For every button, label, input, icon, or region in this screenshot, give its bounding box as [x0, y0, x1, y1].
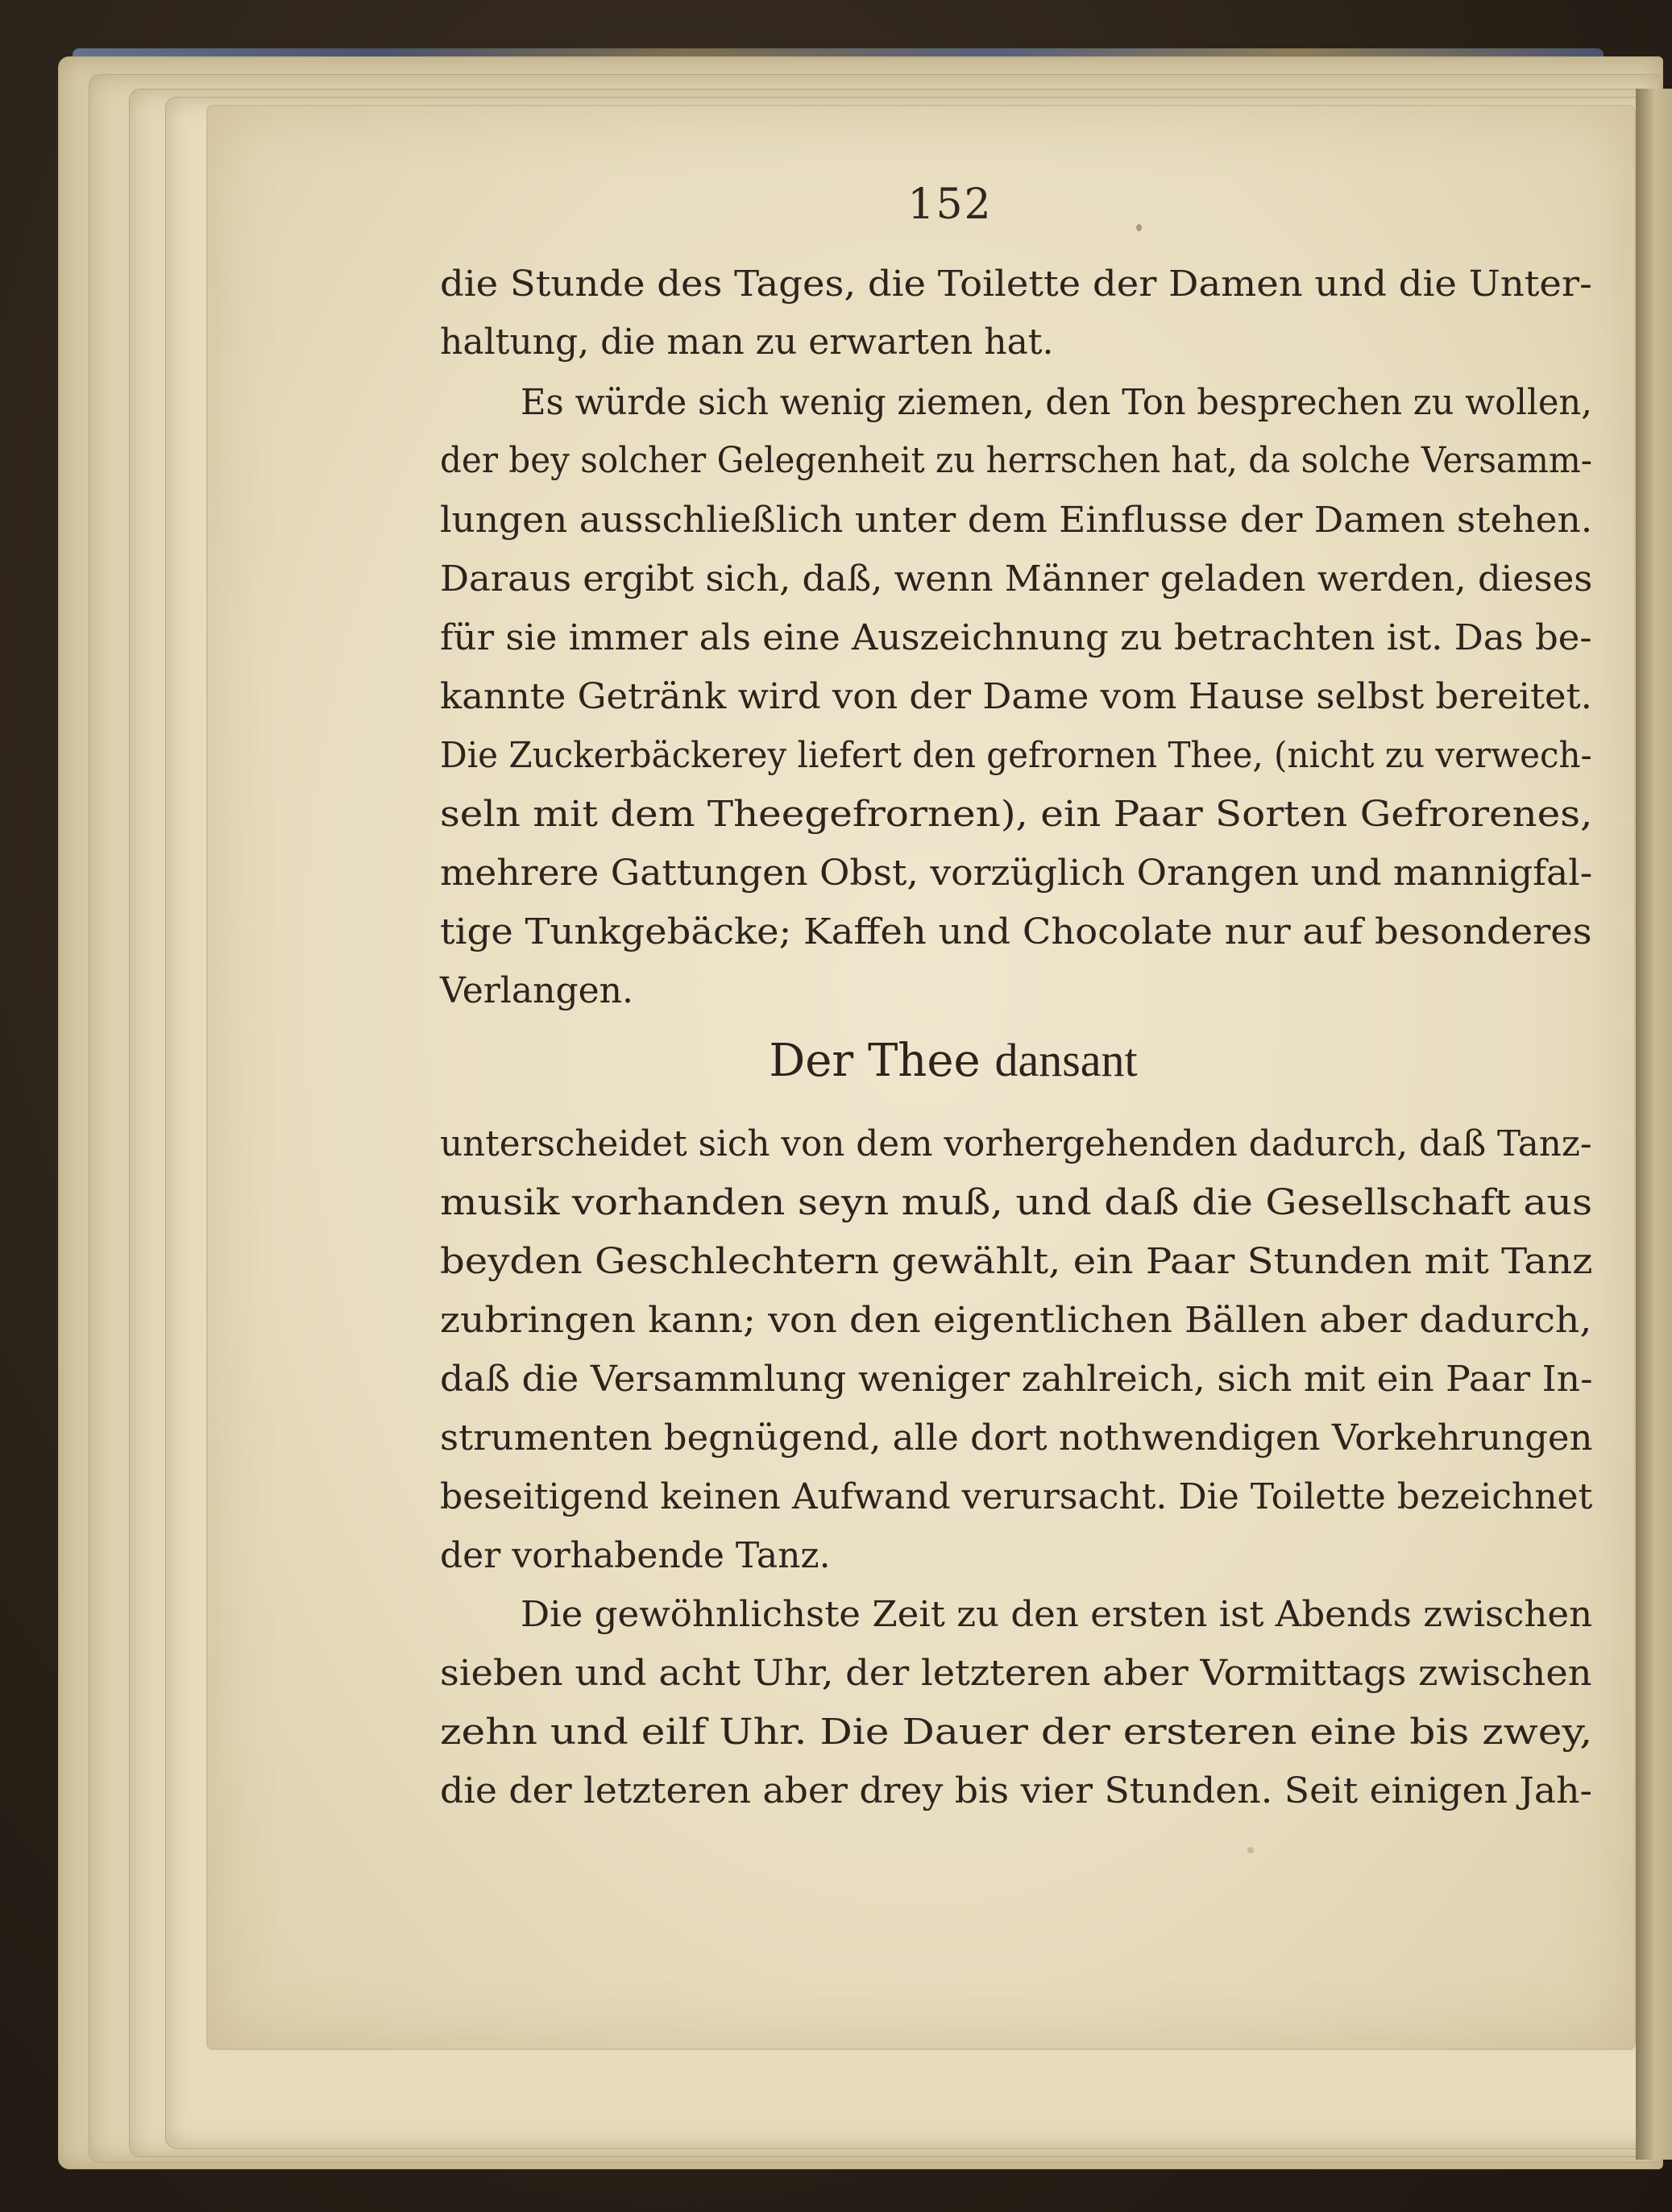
page-number: 152 [907, 181, 993, 229]
text-line: Es würde sich wenig ziemen, den Ton besprechen zu wollen, [521, 382, 1592, 423]
text-line: zubringen kann; von den eigentlichen Bällen aber dadurch, [440, 1300, 1592, 1341]
text-line: unterscheidet sich von dem vorhergehenden dadurch, daß Tanz- [440, 1123, 1592, 1164]
text-line: zehn und eilf Uhr. Die Dauer der ersteren eine bis zwey, [440, 1712, 1593, 1753]
text-line: für sie immer als eine Auszeichnung zu betrachten ist. Das be- [440, 617, 1592, 658]
text-line: beyden Geschlechtern gewählt, ein Paar Stunden mit Tanz [440, 1241, 1593, 1282]
text-line: Daraus ergibt sich, daß, wenn Männer geladen werden, dieses [440, 558, 1593, 600]
text-line: der bey solcher Gelegenheit zu herrschen hat, da solche Versamm- [440, 440, 1592, 481]
text-line: lungen ausschließlich unter dem Einflusse der Damen stehen. [440, 500, 1593, 541]
text-line: der vorhabende Tanz. [440, 1535, 831, 1576]
text-line: kannte Getränk wird von der Dame vom Hause selbst bereitet. [440, 676, 1592, 717]
ink-speck [1136, 224, 1142, 231]
text-line: Die gewöhnlichste Zeit zu den ersten ist Abends zwischen [521, 1594, 1593, 1635]
heading-latin: dansant [994, 1034, 1138, 1086]
text-line: sieben und acht Uhr, der letzteren aber Vormittags zwischen [440, 1653, 1592, 1694]
heading-german: Der Thee [769, 1035, 981, 1087]
text-line: mehrere Gattungen Obst, vorzüglich Orangen und mannigfal- [440, 853, 1593, 894]
text-line: Verlangen. [440, 970, 633, 1011]
text-line: musik vorhanden seyn muß, und daß die Gesellschaft aus [440, 1182, 1593, 1223]
text-line: die Stunde des Tages, die Toilette der Damen und die Unter- [440, 264, 1592, 305]
text-line: Die Zuckerbäckerey liefert den gefrornen Thee, (nicht zu verwech- [440, 735, 1592, 776]
text-line: seln mit dem Theegefrornen), ein Paar Sorten Gefrorenes, [440, 794, 1593, 835]
text-line: die der letzteren aber drey bis vier Stunden. Seit einigen Jah- [440, 1770, 1592, 1812]
text-line: tige Tunkgebäcke; Kaffeh und Chocolate nur auf besonderes [440, 911, 1592, 952]
printed-page [208, 106, 1634, 2048]
text-line: haltung, die man zu erwarten hat. [440, 322, 1054, 363]
text-line: beseitigend keinen Aufwand verursacht. Die Toilette bezeichnet [440, 1476, 1593, 1517]
text-line: strumenten begnügend, alle dort nothwendigen Vorkehrungen [440, 1417, 1593, 1459]
text-line: daß die Versammlung weniger zahlreich, sich mit ein Paar In- [440, 1359, 1593, 1400]
adjacent-leaf [1636, 89, 1672, 2160]
ink-speck [1247, 1847, 1254, 1853]
section-heading [240, 1033, 1666, 1087]
